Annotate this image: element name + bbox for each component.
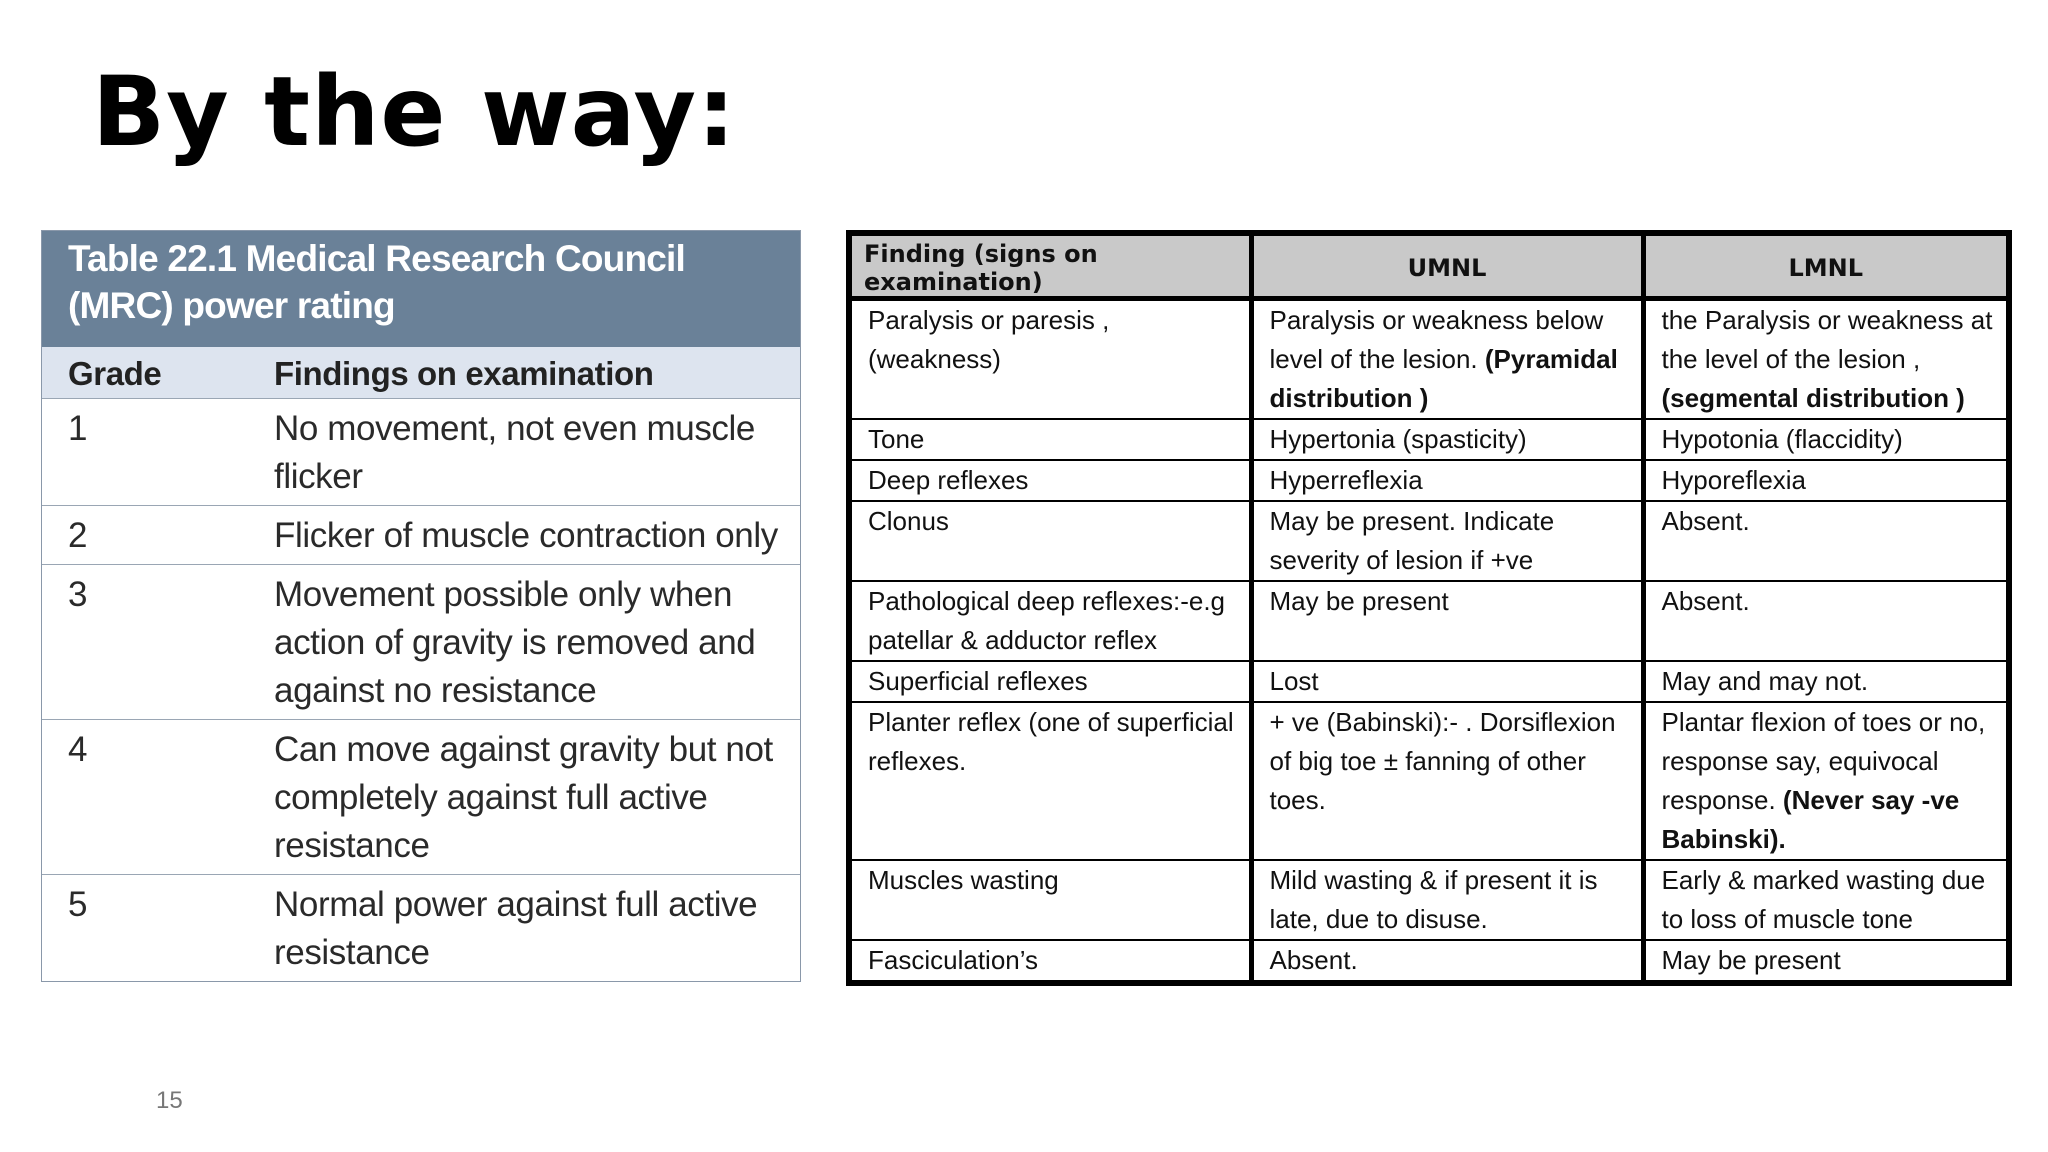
nl-lmnl-text: Hypotonia (flaccidity) — [1661, 424, 1903, 454]
mrc-finding: Normal power against full active resistance — [274, 885, 758, 972]
umnl-lmnl-table — [846, 230, 2012, 986]
nl-lmnl-text: the Paralysis or weakness at the level of the lesion , — [1661, 305, 1993, 374]
nl-finding — [849, 581, 1251, 661]
mrc-table — [41, 230, 801, 982]
nl-header-lmnl: LMNL — [1643, 233, 2009, 299]
nl-umnl-text: Absent. — [1269, 945, 1358, 975]
nl-finding-text: Muscles wasting — [868, 865, 1059, 895]
nl-finding-text: Clonus — [868, 506, 949, 536]
nl-lmnl — [1643, 501, 2009, 581]
nl-finding-text: Superficial reflexes — [868, 666, 1088, 696]
nl-finding-text: Paralysis or paresis ,(weakness) — [868, 305, 1110, 374]
table-row — [849, 419, 2009, 460]
nl-umnl — [1251, 661, 1643, 702]
mrc-grade: 4 — [42, 720, 274, 875]
nl-umnl — [1251, 940, 1643, 983]
mrc-header-grade: Grade — [42, 347, 274, 399]
slide-title: By the way: — [92, 56, 737, 168]
nl-lmnl — [1643, 860, 2009, 940]
nl-umnl-text: May be present. Indicate severity of lesion if +ve — [1269, 506, 1555, 575]
nl-finding-text: Pathological deep reflexes:-e.g patellar & adductor reflex — [868, 586, 1226, 655]
nl-header-umnl: UMNL — [1251, 233, 1643, 299]
nl-umnl — [1251, 419, 1643, 460]
nl-finding — [849, 419, 1251, 460]
nl-umnl-text: + ve (Babinski):- . Dorsiflexion of big toe ± fanning of other toes. — [1269, 707, 1616, 815]
table-row — [42, 875, 800, 982]
nl-finding-text: Planter reflex (one of superficial reflexes. — [868, 707, 1234, 776]
nl-finding — [849, 860, 1251, 940]
table-row — [42, 720, 800, 875]
mrc-header-row — [42, 347, 800, 399]
nl-finding — [849, 299, 1251, 420]
nl-lmnl-text: May and may not. — [1661, 666, 1869, 696]
nl-finding — [849, 661, 1251, 702]
nl-umnl — [1251, 581, 1643, 661]
nl-lmnl — [1643, 460, 2009, 501]
nl-finding-text: Fasciculation’s — [868, 945, 1039, 975]
table-row — [849, 661, 2009, 702]
nl-umnl — [1251, 460, 1643, 501]
nl-lmnl-text: Plantar flexion of toes or no, response say, equivocal response. — [1661, 707, 1986, 815]
nl-lmnl — [1643, 419, 2009, 460]
nl-umnl — [1251, 299, 1643, 420]
nl-header-row — [849, 233, 2009, 299]
nl-umnl-emphasis: (Pyramidal distribution ) — [1269, 344, 1618, 413]
nl-umnl — [1251, 860, 1643, 940]
nl-umnl-text: Paralysis or weakness below level of the lesion. — [1269, 305, 1604, 374]
nl-finding-text: Deep reflexes — [868, 465, 1029, 495]
nl-lmnl-text: Hyporeflexia — [1661, 465, 1807, 495]
nl-umnl — [1251, 702, 1643, 860]
nl-lmnl — [1643, 940, 2009, 983]
nl-finding — [849, 501, 1251, 581]
nl-umnl — [1251, 501, 1643, 581]
table-row — [849, 460, 2009, 501]
nl-lmnl — [1643, 299, 2009, 420]
table-row — [42, 506, 800, 565]
nl-lmnl-text: Absent. — [1661, 506, 1750, 536]
table-row — [42, 399, 800, 506]
page-number: 15 — [156, 1087, 183, 1114]
mrc-finding: Movement possible only when action of gravity is removed and against no resistance — [274, 565, 800, 720]
nl-umnl-text: Lost — [1269, 666, 1319, 696]
mrc-grade: 3 — [42, 565, 274, 720]
table-row — [849, 702, 2009, 860]
nl-lmnl-text: Early & marked wasting due to loss of muscle tone — [1661, 865, 1986, 934]
nl-umnl-text: May be present — [1269, 586, 1449, 616]
nl-lmnl — [1643, 581, 2009, 661]
nl-umnl-text: Hyperreflexia — [1269, 465, 1423, 495]
mrc-table-caption: Table 22.1 Medical Research Council (MRC) power rating — [42, 231, 800, 347]
mrc-header-findings: Findings on examination — [274, 347, 800, 399]
table-row — [849, 581, 2009, 661]
nl-lmnl-emphasis: (Never say -ve Babinski). — [1661, 785, 1960, 854]
table-row — [849, 860, 2009, 940]
table-row — [849, 299, 2009, 420]
table-row — [849, 501, 2009, 581]
nl-lmnl — [1643, 702, 2009, 860]
mrc-grade: 2 — [42, 506, 274, 565]
nl-lmnl-text: May be present — [1661, 945, 1841, 975]
nl-finding — [849, 460, 1251, 501]
nl-lmnl-text: Absent. — [1661, 586, 1750, 616]
table-row — [849, 940, 2009, 983]
nl-lmnl — [1643, 661, 2009, 702]
table-row — [42, 565, 800, 720]
nl-finding — [849, 940, 1251, 983]
nl-finding-text: Tone — [868, 424, 925, 454]
mrc-finding: Can move against gravity but not completely against full active resistance — [274, 720, 800, 875]
nl-umnl-text: Hypertonia (spasticity) — [1269, 424, 1527, 454]
mrc-grade: 1 — [42, 399, 274, 506]
nl-umnl-text: Mild wasting & if present it is late, due to disuse. — [1269, 865, 1598, 934]
nl-lmnl-emphasis: (segmental distribution ) — [1661, 383, 1965, 413]
mrc-finding: No movement, not even muscle flicker — [274, 399, 800, 506]
nl-header-finding: Finding (signs on examination) — [849, 233, 1251, 299]
mrc-finding: Flicker of muscle contraction only — [274, 506, 800, 565]
nl-finding — [849, 702, 1251, 860]
mrc-grade: 5 — [68, 885, 88, 924]
